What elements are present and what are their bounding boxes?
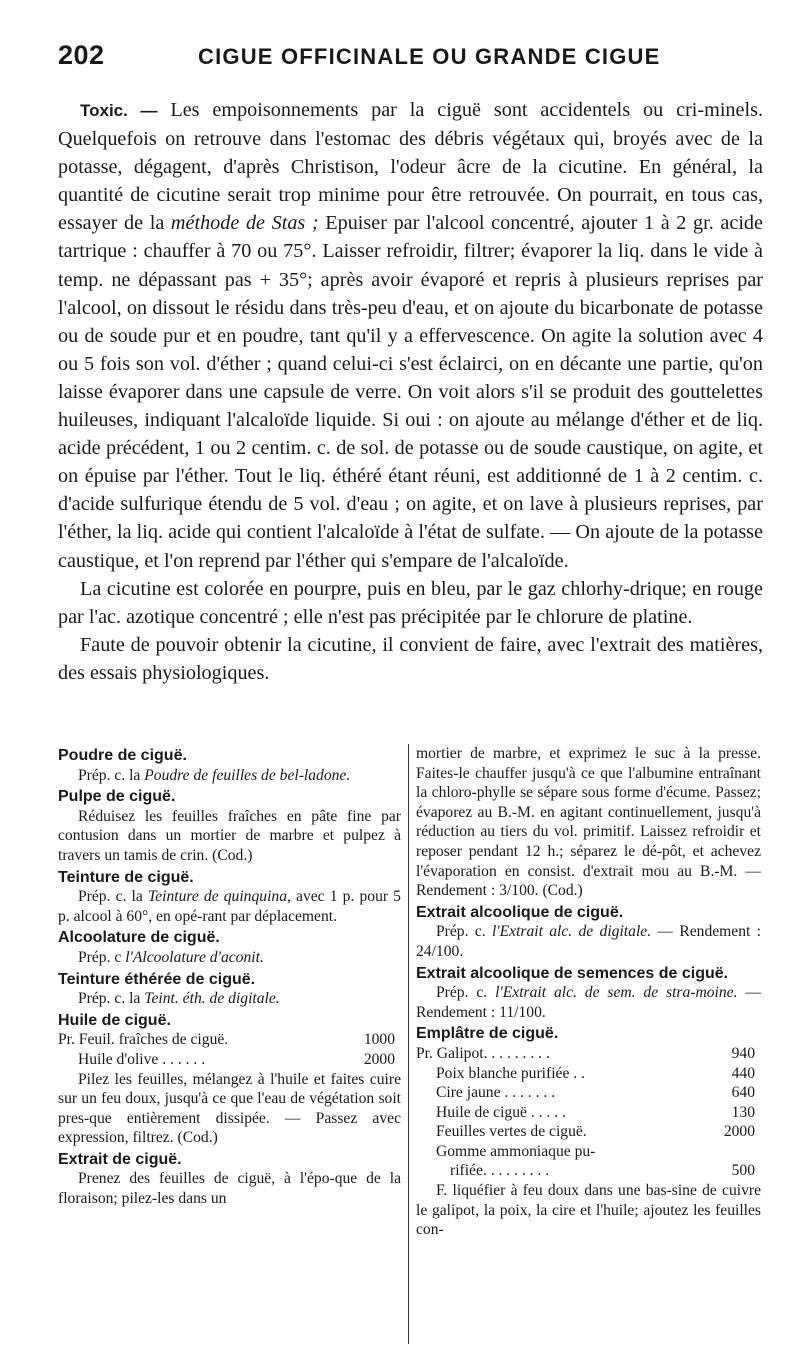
physiological-paragraph: Faute de pouvoir obtenir la cicutine, il convient de faire, avec l'extrait des matières, des essais physiologiques. [58, 633, 763, 684]
ingredient-qty: 2000 [723, 1123, 755, 1141]
recipe-row [416, 1103, 761, 1123]
running-title: CIGUE OFFICINALE OU GRANDE CIGUE [198, 44, 661, 69]
text-extrait: Prenez des feuilles de ciguë, à l'épo-que de la floraison; pilez-les dans un [58, 1170, 401, 1208]
ingredient-qty: 940 [731, 1044, 755, 1062]
ingredient-qty: 130 [731, 1103, 755, 1121]
recipe-row [416, 1161, 761, 1181]
page-number: 202 [58, 40, 105, 70]
ingredient-name: rifiée. . . . . . . . . [450, 1162, 550, 1180]
recipe-row [416, 1122, 761, 1142]
ingredient-name: Huile de ciguë . . . . . [436, 1103, 566, 1121]
ingredient-name: Cire jaune . . . . . . . [436, 1084, 556, 1102]
ingredient-name: Huile d'olive . . . . . . [78, 1050, 206, 1068]
text-poudre-i: Poudre de feuilles de bel-ladone. [144, 766, 351, 784]
heading-huile: Huile de ciguë. [58, 1011, 171, 1029]
ingredient-qty: 640 [731, 1084, 755, 1102]
recipe-row [416, 1044, 761, 1064]
text-alcoolature-i: l'Alcoolature d'aconit. [125, 948, 264, 966]
toxic-text-a: Les empoisonnements par la ciguë sont accidentels ou cri-minels. Quelquefois on retrouve dans l'estomac des débris végétaux qui, broyés avec de la potasse, dégagent, d'après Christison, l'odeur âcre de la cicutine. En général, la quantité de cicutine serait trop minime pour être retrouvée. On pourrait, en tous cas, essayer de la [58, 99, 763, 235]
text-extrait-semences-b: — Rendement : 11/100. [416, 984, 761, 1021]
text-huile: Pilez les feuilles, mélangez à l'huile et faites cuire sur un feu doux, jusqu'à ce que l'eau de végétation soit pres-que entièrement dissipée. — Passez avec expression, filtrez. (Cod.) [58, 1070, 401, 1147]
toxic-paragraph [58, 96, 763, 575]
text-alcoolature [58, 948, 401, 968]
text-extrait-semences-a: Prép. c. [436, 984, 496, 1002]
text-emplatre: F. liquéfier à feu doux dans une bas-sine de cuivre le galipot, la poix, la cire et l'huile; ajoutez les feuilles con- [416, 1182, 761, 1239]
ingredient-qty: 440 [731, 1064, 755, 1082]
emplatre-recipe [416, 1044, 761, 1181]
text-teinture-etheree [58, 989, 401, 1009]
text-pulpe: Réduisez les feuilles fraîches en pâte fine par contusion dans un mortier de marbre et pulpez à travers un tamis de crin. (Cod.) [58, 807, 401, 864]
ingredient-qty: 500 [731, 1162, 755, 1180]
text-poudre [58, 766, 401, 786]
coloration-paragraph: La cicutine est colorée en pourpre, puis en bleu, par le gaz chlorhy-drique; en rouge par l'ac. azotique concentré ; elle n'est pas précipitée par le chlorure de platine. [58, 577, 763, 628]
heading-extrait-alcoolique: Extrait alcoolique de ciguë. [416, 903, 624, 921]
main-text [58, 96, 763, 687]
heading-pulpe: Pulpe de ciguë. [58, 788, 176, 806]
text-extrait-alcoolique [416, 922, 761, 961]
text-teinture [58, 887, 401, 926]
text-teinture-a: Prép. c. la [78, 888, 148, 906]
text-teinture-etheree-i: Teint. éth. de digitale. [144, 990, 280, 1008]
stas-method: méthode de Stas ; [170, 212, 319, 235]
text-extrait-alcoolique-a: Prép. c. [436, 923, 492, 941]
recipe-row [416, 1083, 761, 1103]
text-extrait-semences [416, 983, 761, 1022]
text-poudre-a: Prép. c. la [78, 766, 145, 784]
ingredient-name: Gomme ammoniaque pu- [436, 1142, 596, 1160]
column-divider [408, 744, 409, 1344]
ingredient-name: Pr. Feuil. fraîches de ciguë. [58, 1031, 229, 1049]
text-extrait-semences-i: l'Extrait alc. de sem. de stra-moine. [495, 984, 738, 1002]
toxic-text-b: Epuiser par l'alcool concentré, ajouter 1 à 2 gr. acide tartrique : chauffer à 70 ou 75°. Laisser refroidir, filtrer; évaporer la liq. dans le vide à temp. ne dépassant pas + 35°; après avoir évaporé et repris à plusieurs reprises par l'alcool, on dissout le résidu dans très-peu d'eau, et on ajoute du bicarbonate de potasse ou de soude pur et en poudre, tant qu'il y a effervescence. On agite la solution avec 4 ou 5 fois son vol. d'éther ; quand celui-ci s'est éclairci, on en décante une partie, qu'on laisse évaporer dans une capsule de verre. On voit alors s'il se produit des gouttelettes huileuses, indiquant l'alcaloïde liquide. Si oui : on ajoute au mélange d'éther et de liq. acide précédent, 1 ou 2 centim. c. de sol. de potasse ou de soude caustique, on agite, et on épuise par l'éther. Tout le liq. éthéré étant réuni, est additionné de 1 à 2 centim. c. d'acide sulfurique étendu de 5 vol. d'eau ; on agite, et on lave à plusieurs reprises, par l'éther, la liq. acide qui contient l'alcaloïde à l'état de sulfate. — On ajoute de la potasse caustique, et l'on reprend par l'éther qui s'empare de l'alcaloïde. [58, 212, 763, 572]
heading-alcoolature: Alcoolature de ciguë. [58, 929, 220, 947]
ingredient-name: Poix blanche purifiée . . [436, 1064, 585, 1082]
ingredient-name: Feuilles vertes de ciguë. [436, 1123, 587, 1141]
text-extrait-continued: mortier de marbre, et exprimez le suc à la presse. Faites-le chauffer jusqu'à ce que l'albumine entraînant la chloro-phylle se sépare sous forme d'écume. Passez; évaporez au B.-M. en agitant continuellement, jusqu'à réduction au tiers du vol. primitif. Laissez refroidir et reposer pendant 12 h.; séparez le dé-pôt, et achevez l'évaporation en consist. d'extrait mou au B.-M. — Rendement : 3/100. (Cod.) [416, 745, 761, 900]
text-teinture-i: Teinture de quinquina, [147, 888, 291, 906]
recipe-row [58, 1050, 401, 1070]
ingredient-qty: 2000 [363, 1050, 395, 1068]
page-header [58, 40, 758, 80]
text-extrait-alcoolique-i: l'Extrait alc. de digitale. [491, 923, 652, 941]
ingredient-qty [695, 1142, 761, 1162]
heading-extrait: Extrait de ciguë. [58, 1150, 182, 1168]
heading-poudre: Poudre de ciguë. [58, 747, 187, 764]
huile-recipe [58, 1030, 401, 1069]
text-teinture-b: avec 1 p. pour 5 p. alcool à 60°, en opé-rant par déplacement. [58, 888, 401, 925]
heading-extrait-semences: Extrait alcoolique de semences de ciguë. [416, 964, 729, 982]
right-column [416, 744, 761, 1240]
heading-emplatre: Emplâtre de ciguë. [416, 1025, 559, 1043]
ingredient-qty: 1000 [363, 1031, 395, 1049]
toxic-heading: Toxic. — [80, 101, 158, 120]
recipe-row [416, 1142, 761, 1162]
text-extrait-alcoolique-b: — Rendement : 24/100. [416, 923, 761, 960]
ingredient-name: Pr. Galipot. . . . . . . . . [416, 1044, 550, 1062]
text-teinture-etheree-a: Prép. c. la [78, 990, 145, 1008]
heading-teinture: Teinture de ciguë. [58, 868, 194, 886]
text-alcoolature-a: Prép. c [78, 948, 126, 966]
left-column [58, 744, 401, 1209]
heading-teinture-etheree: Teinture éthérée de ciguë. [58, 970, 256, 988]
recipe-row [416, 1064, 761, 1084]
recipe-row [58, 1030, 401, 1050]
